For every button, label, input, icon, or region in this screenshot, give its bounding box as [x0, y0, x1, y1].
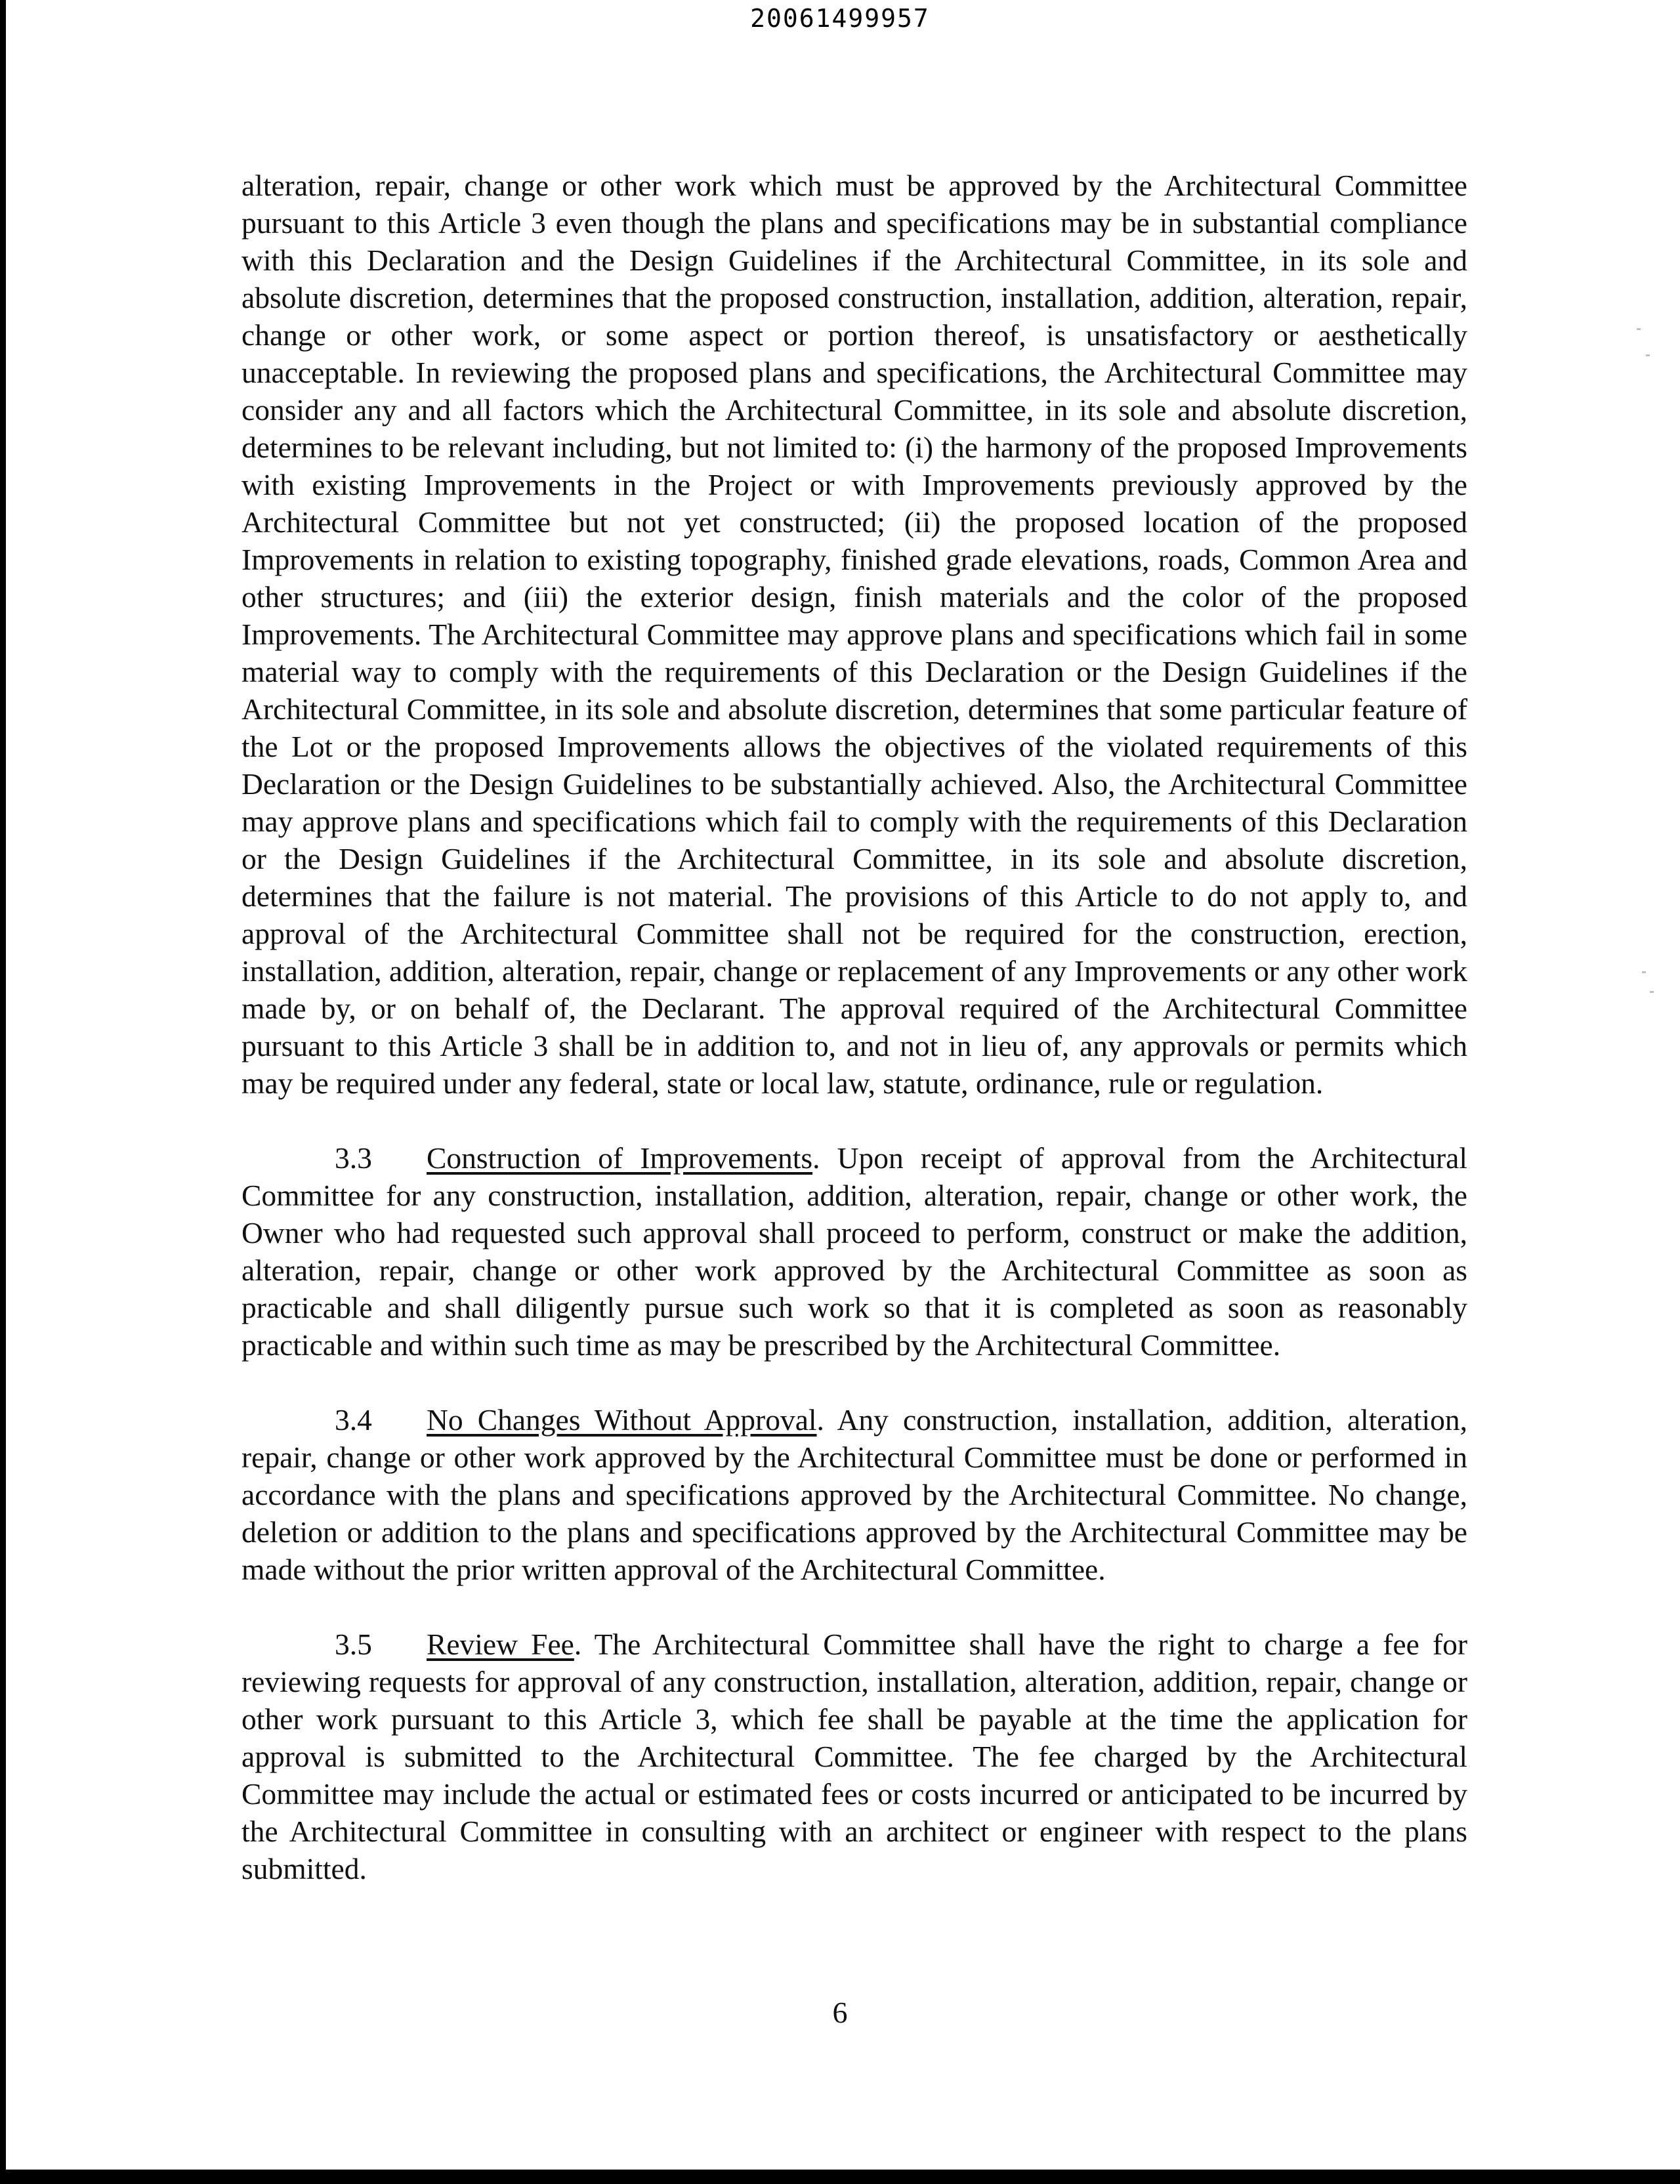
section-3-5	[242, 1626, 1467, 1887]
scan-speck	[1650, 991, 1654, 993]
scan-specks	[1633, 328, 1659, 1116]
section-text: Any construction, installation, addition, alteration, repair, change or other work approved by the Architectural Committee must be done or performed in accordance with the plans and specifications approved by the Architectural Committee. No change, deletion or addition to the plans and specifications approved by the Architectural Committee may be made without the prior written approval of the Architectural Committee.	[242, 1403, 1468, 1586]
section-heading-period: .	[816, 1403, 824, 1437]
scan-speck	[1642, 971, 1646, 973]
section-heading-period: .	[812, 1141, 820, 1175]
paragraph-text: alteration, repair, change or other work which must be approved by the Architectural Committee pursuant to this Article 3 even though the plans and specifications may be in substantial compliance with this Declaration and the Design Guidelines if the Architectural Committee, in its sole and absolute discretion, determines that the proposed construction, installation, addition, alteration, repair, change or other work, or some aspect or portion thereof, is unsatisfactory or aesthetically unacceptable. In reviewing the proposed plans and specifications, the Architectural Committee may consider any and all factors which the Architectural Committee, in its sole and absolute discretion, determines to be relevant including, but not limited to: (i) the harmony of the proposed Improvements with existing Improvements in the Project or with Improvements previously approved by the Architectural Committee but not yet constructed; (ii) the proposed location of the proposed Improvements in relation to existing topography, finished grade elevations, roads, Common Area and other structures; and (iii) the exterior design, finish materials and the color of the proposed Improvements. The Architectural Committee may approve plans and specifications which fail in some material way to comply with the requirements of this Declaration or the Design Guidelines if the Architectural Committee, in its sole and absolute discretion, determines that some particular feature of the Lot or the proposed Improvements allows the objectives of the violated requirements of this Declaration or the Design Guidelines to be substantially achieved. Also, the Architectural Committee may approve plans and specifications which fail to comply with the requirements of this Declaration or the Design Guidelines if the Architectural Committee, in its sole and absolute discretion, determines that the failure is not material. The provisions of this Article to do not apply to, and approval of the Architectural Committee shall not be required for the construction, erection, installation, addition, alteration, repair, change or replacement of any Improvements or any other work made by, or on behalf of, the Declarant. The approval required of the Architectural Committee pursuant to this Article 3 shall be in addition to, and not in lieu of, any approvals or permits which may be required under any federal, state or local law, statute, ordinance, rule or regulation.	[242, 169, 1467, 1100]
section-number: 3.5	[335, 1628, 372, 1661]
section-heading: No Changes Without Approval	[427, 1403, 817, 1437]
scan-speck	[1637, 328, 1641, 330]
section-3-4	[242, 1401, 1467, 1588]
scan-bottom-edge	[0, 2170, 1680, 2184]
section-text: The Architectural Committee shall have the right to charge a fee for reviewing requests for approval of any construction, installation, alteration, addition, repair, change or other work pursuant to this Article 3, which fee shall be payable at the time the application for approval is submitted to the Architectural Committee. The fee charged by the Architectural Committee may include the actual or estimated fees or costs incurred or anticipated to be incurred by the Architectural Committee in consulting with an architect or engineer with respect to the plans submitted.	[242, 1628, 1467, 1885]
section-heading: Review Fee	[427, 1628, 574, 1661]
scan-speck	[1646, 354, 1650, 356]
section-heading-period: .	[574, 1628, 582, 1661]
section-heading: Construction of Improvements	[427, 1141, 813, 1175]
section-3-3	[242, 1139, 1467, 1364]
scan-left-edge	[0, 0, 6, 2184]
page-number: 6	[832, 1996, 848, 2029]
paragraph-continuation	[242, 167, 1467, 1102]
section-text: Upon receipt of approval from the Architectural Committee for any construction, installation, addition, alteration, repair, change or other work, the Owner who had requested such approval shall proceed to perform, construct or make the addition, alteration, repair, change or other work approved by the Architectural Committee as soon as practicable and shall diligently pursue such work so that it is completed as soon as reasonably practicable and within such time as may be prescribed by the Architectural Committee.	[242, 1141, 1467, 1362]
section-number: 3.4	[335, 1403, 372, 1437]
document-body	[242, 167, 1467, 1887]
document-stamp-number: 20061499957	[750, 4, 930, 33]
section-number: 3.3	[335, 1141, 372, 1175]
